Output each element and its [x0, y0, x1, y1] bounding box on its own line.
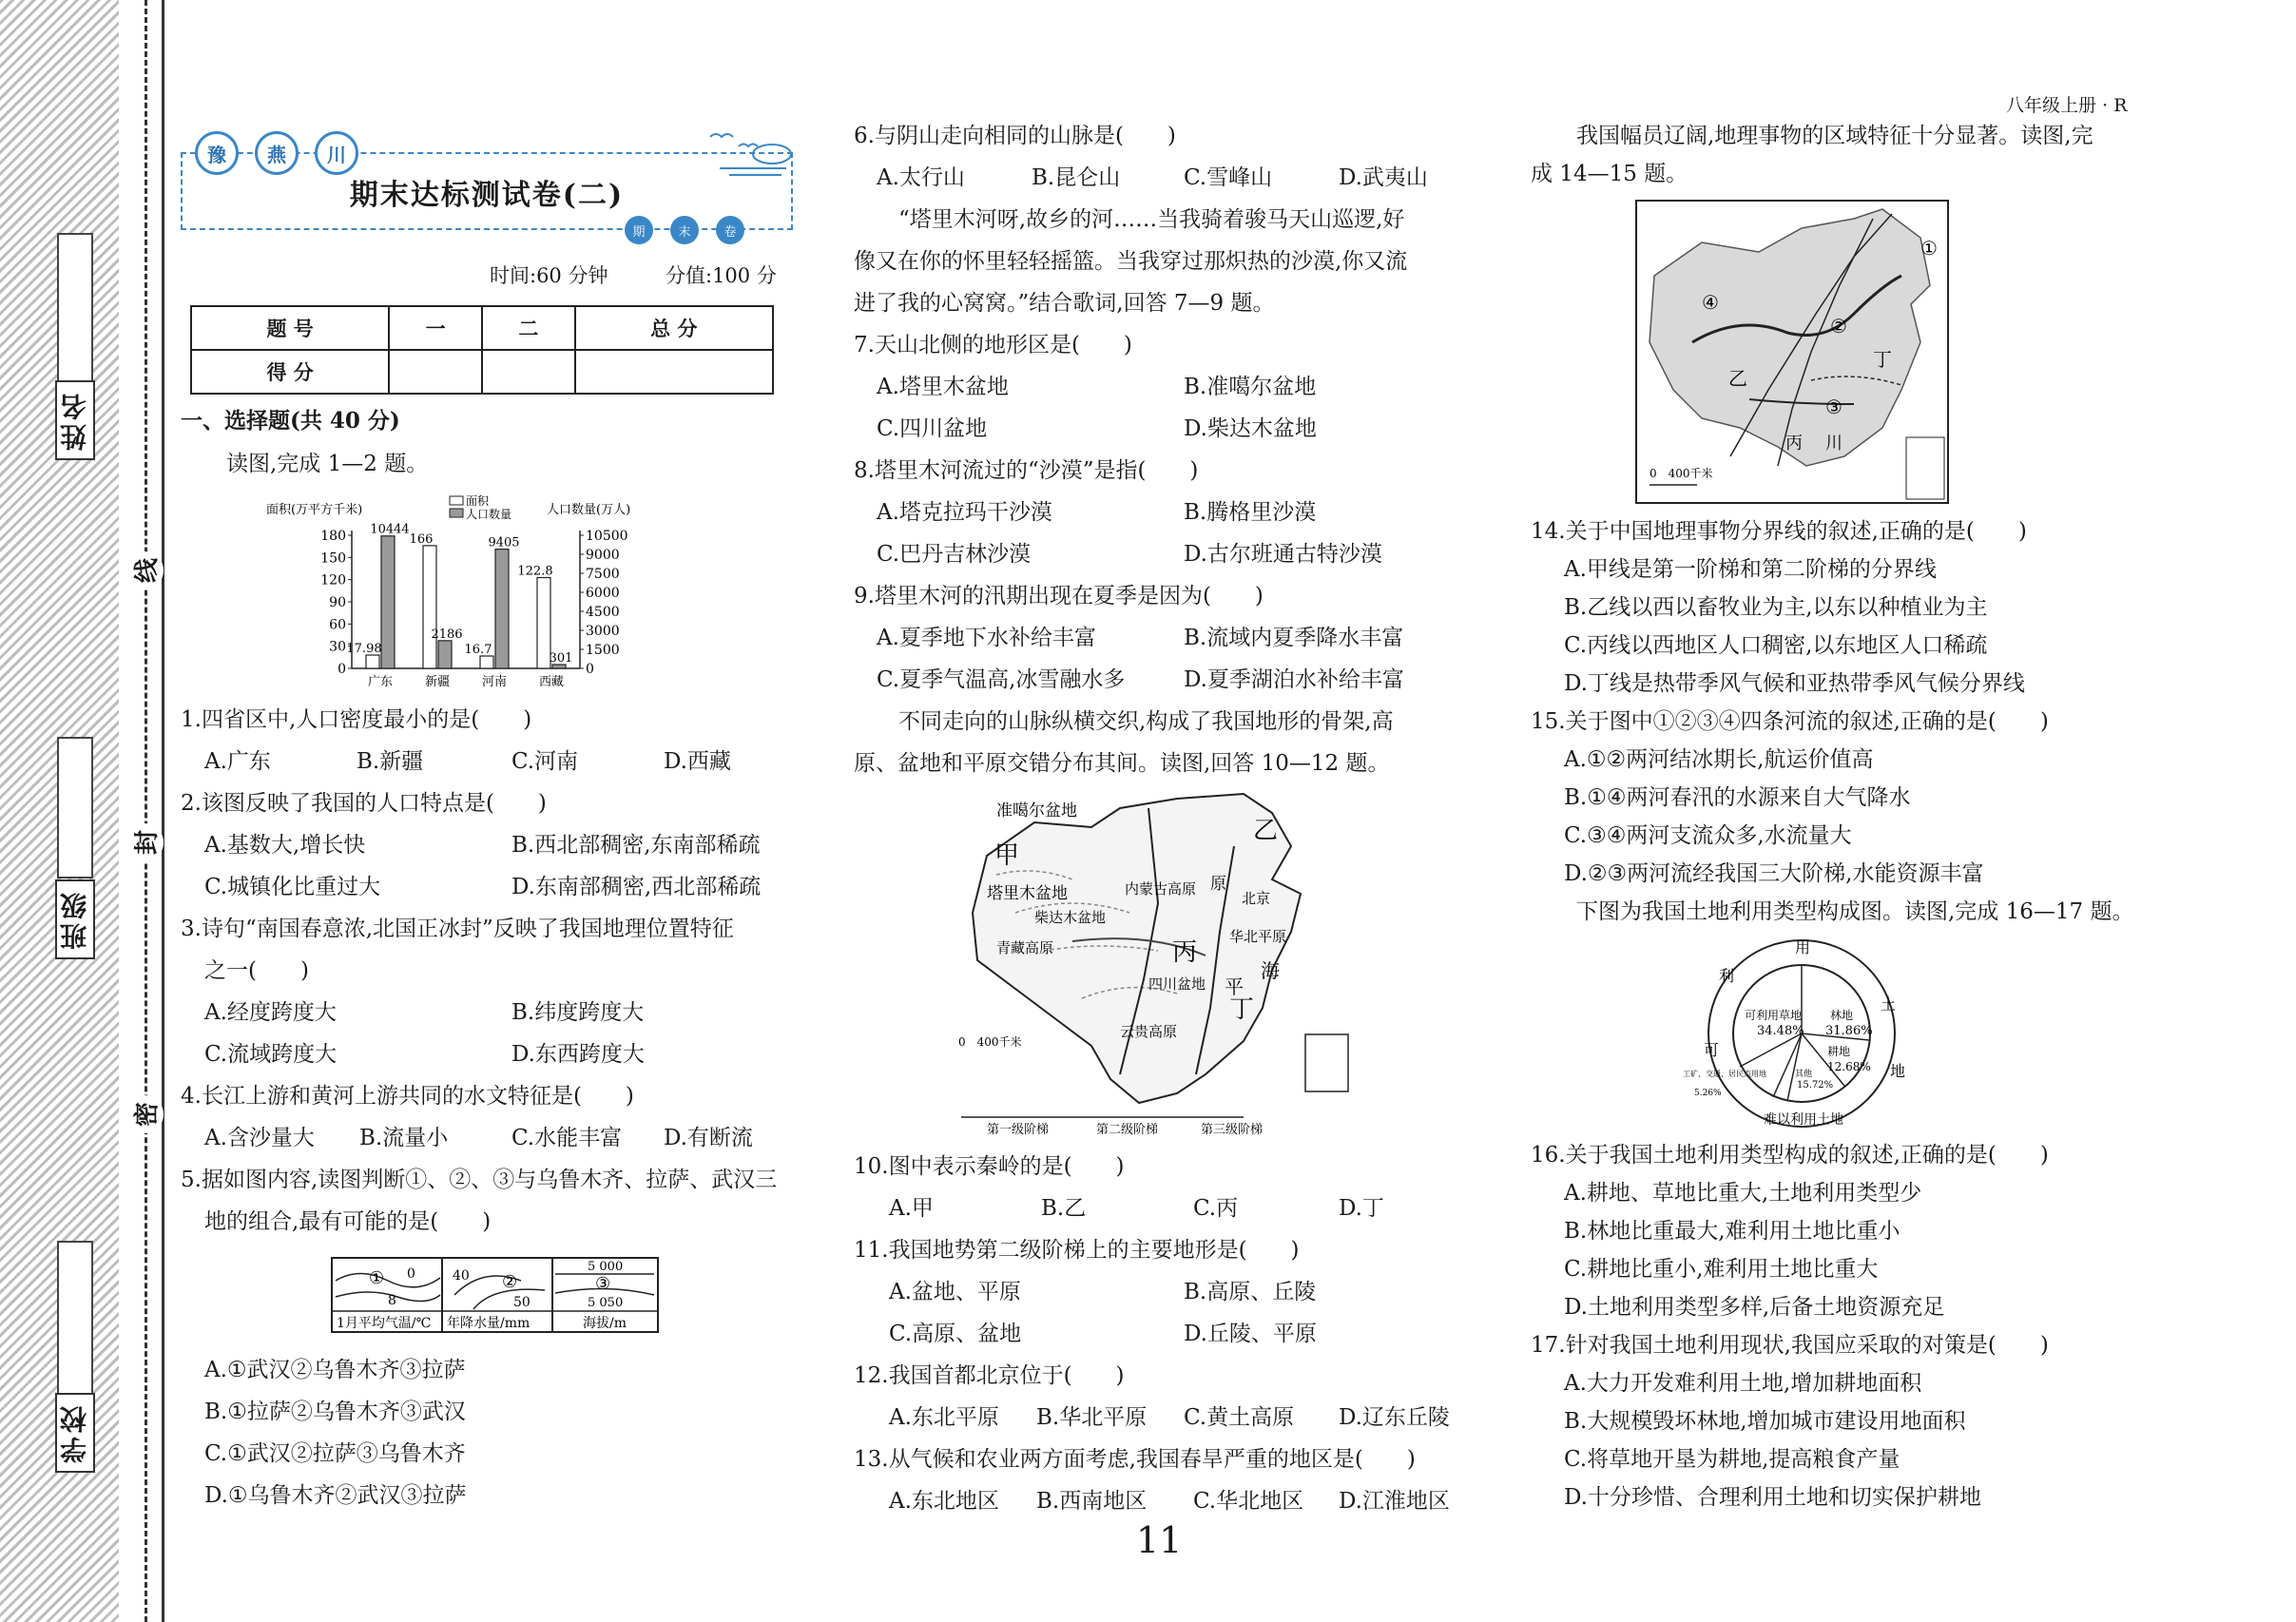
q6-option-b[interactable]: B.昆仑山	[1032, 165, 1121, 190]
q5-mark: ①	[369, 1268, 385, 1288]
section-1-title: 一、选择题(共 40 分)	[181, 408, 400, 434]
question-16: 16.关于我国土地利用类型构成的叙述,正确的是( )	[1531, 1143, 2049, 1168]
q4-option-c[interactable]: C.水能丰富	[511, 1126, 623, 1150]
page-number: 11	[1136, 1519, 1183, 1561]
terrain-map-svg	[958, 789, 1367, 1136]
passage-2-line-2: 原、盆地和平原交错分布其间。读图,回答 10—12 题。	[854, 751, 1390, 776]
q1-option-c[interactable]: C.河南	[511, 749, 579, 774]
right-tick-label: 4500	[586, 605, 620, 620]
binding-char-xian: 线	[125, 551, 164, 589]
score-cell[interactable]	[575, 350, 773, 394]
sub-badge-1: 期	[625, 216, 653, 244]
map2-label: ①	[1920, 237, 1938, 260]
q10-option-d[interactable]: D.丁	[1339, 1196, 1384, 1221]
map1-label: 四川盆地	[1148, 975, 1206, 993]
exam-time: 时间:60 分钟	[490, 264, 608, 287]
q2-option-d[interactable]: D.东南部稠密,西北部稀疏	[511, 875, 762, 899]
question-5: 5.据如图内容,读图判断①、②、③与乌鲁木齐、拉萨、武汉三	[181, 1168, 778, 1192]
question-6: 6.与阴山走向相同的山脉是( )	[854, 124, 1176, 148]
passage-2-line-1: 不同走向的山脉纵横交织,构成了我国地形的骨架,高	[898, 709, 1394, 734]
bar-area-value: 122.8	[517, 564, 553, 579]
question-12: 12.我国首都北京位于( )	[854, 1363, 1125, 1388]
bird-cloud-decoration	[701, 126, 796, 183]
q12-option-d[interactable]: D.辽东丘陵	[1339, 1405, 1450, 1430]
left-tick-label: 90	[329, 595, 346, 610]
map1-label: 海	[1261, 959, 1280, 982]
q4-option-d[interactable]: D.有断流	[664, 1126, 753, 1150]
q15-option-a[interactable]: A.①②两河结冰期长,航运价值高	[1564, 747, 1874, 772]
q13-option-d[interactable]: D.江淮地区	[1339, 1489, 1450, 1514]
q5-mark: ③	[595, 1274, 611, 1294]
china-boundary-map	[1635, 200, 1949, 504]
question-17: 17.针对我国土地利用现状,我国应采取的对策是( )	[1531, 1333, 2049, 1358]
question-13: 13.从气候和农业两方面考虑,我国春旱严重的地区是( )	[854, 1447, 1416, 1472]
legend-swatch-area	[450, 496, 463, 505]
q15-option-b[interactable]: B.①④两河春汛的水源来自大气降水	[1564, 785, 1911, 810]
question-14: 14.关于中国地理事物分界线的叙述,正确的是( )	[1531, 519, 2027, 544]
q13-option-b[interactable]: B.西南地区	[1036, 1489, 1148, 1514]
question-7: 7.天山北侧的地形区是( )	[854, 333, 1132, 357]
map1-label: 丁	[1229, 995, 1255, 1024]
q5-caption: 年降水量/mm	[447, 1316, 531, 1331]
class-label: 班级	[55, 879, 95, 959]
q12-option-a[interactable]: A.东北平原	[889, 1405, 999, 1430]
bar-area	[423, 546, 436, 668]
bar-area-value: 17.98	[346, 642, 382, 657]
school-label: 学校	[55, 1393, 95, 1473]
right-tick-label: 3000	[586, 624, 620, 639]
left-tick-label: 30	[329, 639, 346, 655]
q17-option-a[interactable]: A.大力开发难利用土地,增加耕地面积	[1564, 1371, 1922, 1396]
q7-option-b[interactable]: B.准噶尔盆地	[1184, 375, 1317, 399]
map1-label: 甲	[994, 841, 1020, 870]
q13-option-a[interactable]: A.东北地区	[889, 1489, 999, 1514]
binding-char-feng: 封	[125, 823, 164, 861]
bar-population-value: 10444	[370, 522, 410, 537]
q16-option-a[interactable]: A.耕地、草地比重大,土地利用类型少	[1564, 1181, 1922, 1206]
q17-option-b[interactable]: B.大规模毁坏林地,增加城市建设用地面积	[1564, 1409, 1966, 1434]
q5-figure	[331, 1257, 659, 1333]
q7-option-a[interactable]: A.塔里木盆地	[877, 375, 1009, 399]
china-boundary-map-svg	[1635, 200, 1949, 504]
q6-option-a[interactable]: A.太行山	[877, 165, 965, 190]
school-field[interactable]	[57, 1241, 93, 1397]
q5-mark: 0	[407, 1266, 415, 1282]
pie-slice-value: 31.86%	[1825, 1024, 1873, 1038]
map2-label: ③	[1825, 396, 1843, 418]
binding-char-mi: 密	[125, 1095, 164, 1133]
score-cell[interactable]	[482, 350, 575, 394]
score-header-cell: 一	[389, 306, 482, 350]
q6-option-d[interactable]: D.武夷山	[1339, 165, 1428, 190]
q2-option-b[interactable]: B.西北部稠密,东南部稀疏	[511, 833, 761, 858]
bar-population	[495, 550, 509, 668]
question-8: 8.塔里木河流过的“沙漠”是指( )	[854, 458, 1199, 483]
terrain-map	[958, 789, 1367, 1136]
pie-slice-name: 可利用草地	[1745, 1009, 1803, 1022]
map2-label: 丁	[1873, 348, 1892, 371]
category-label: 新疆	[424, 675, 451, 689]
q3-option-a[interactable]: A.经度跨度大	[204, 1000, 337, 1025]
map1-label: 乙	[1253, 817, 1279, 845]
map1-step: 第二级阶梯	[1096, 1123, 1159, 1136]
question-10: 10.图中表示秦岭的是( )	[854, 1154, 1125, 1179]
category-label: 河南	[481, 675, 508, 689]
legend-label-area: 面积	[466, 494, 490, 508]
pie-ring-label: 土	[1881, 995, 1897, 1014]
question-3: 3.诗句“南国春意浓,北国正冰封”反映了我国地理位置特征	[181, 917, 734, 941]
bar-population	[381, 536, 395, 668]
class-field[interactable]	[57, 737, 93, 879]
legend-label-population: 人口数量	[466, 508, 512, 521]
left-tick-label: 120	[320, 572, 346, 589]
q11-option-d[interactable]: D.丘陵、平原	[1184, 1322, 1317, 1346]
score-header-cell: 总 分	[575, 306, 773, 350]
q16-option-d[interactable]: D.土地利用类型多样,后备土地资源充足	[1564, 1295, 1945, 1320]
brand-badge-3: 川	[315, 131, 358, 175]
q9-option-d[interactable]: D.夏季湖泊水补给丰富	[1184, 667, 1404, 692]
legend-swatch-population	[450, 509, 463, 517]
q5-mark: 5 000	[588, 1260, 624, 1274]
map2-scale: 0 400千米	[1650, 467, 1713, 480]
q5-mark: ②	[502, 1272, 518, 1292]
right-tick-label: 10500	[586, 529, 628, 544]
q13-option-c[interactable]: C.华北地区	[1193, 1489, 1304, 1514]
q1-option-b[interactable]: B.新疆	[357, 749, 424, 774]
q10-option-a[interactable]: A.甲	[889, 1196, 934, 1221]
score-header-cell: 二	[482, 306, 575, 350]
map2-label: 乙	[1728, 367, 1747, 390]
question-15: 15.关于图中①②③④四条河流的叙述,正确的是( )	[1531, 709, 2049, 734]
q16-option-c[interactable]: C.耕地比重小,难利用土地比重大	[1564, 1257, 1879, 1282]
sub-badge-3: 卷	[716, 216, 744, 244]
map1-label: 原	[1210, 875, 1226, 894]
q5-caption: 海拔/m	[583, 1316, 627, 1331]
pie-slice-value: 34.48%	[1757, 1024, 1804, 1038]
map1-step: 第三级阶梯	[1201, 1123, 1264, 1136]
pie-slice-name: 林地	[1830, 1009, 1854, 1022]
category-label: 广东	[367, 675, 394, 689]
q2-option-a[interactable]: A.基数大,增长快	[204, 833, 366, 858]
q16-option-b[interactable]: B.林地比重最大,难利用土地比重小	[1564, 1219, 1900, 1244]
cut-line	[145, 0, 147, 1622]
q5-figure-svg	[331, 1257, 659, 1333]
right-tick-label: 6000	[586, 586, 620, 601]
pie-slice-name: 耕地	[1827, 1045, 1851, 1058]
question-1: 1.四省区中,人口密度最小的是( )	[181, 707, 532, 732]
q8-option-d[interactable]: D.古尔班通古特沙漠	[1184, 542, 1382, 567]
bar-population-value: 301	[549, 650, 573, 666]
map1-label: 平	[1225, 975, 1244, 998]
q9-option-a[interactable]: A.夏季地下水补给丰富	[877, 626, 1096, 650]
score-table	[190, 305, 774, 395]
exam-title: 期末达标测试卷(二)	[349, 179, 625, 212]
passage-3-line-2: 成 14—15 题。	[1531, 162, 1688, 186]
q5-option-b[interactable]: B.①拉萨②乌鲁木齐③武汉	[204, 1400, 466, 1424]
bar-area-value: 16.7	[464, 643, 492, 658]
bar-area	[480, 656, 493, 668]
pie-slice-value: 15.72%	[1797, 1080, 1834, 1091]
map1-label: 北京	[1242, 890, 1271, 907]
brand-badge-1: 豫	[195, 131, 239, 175]
score-header-cell: 题 号	[191, 306, 389, 350]
right-tick-label: 7500	[586, 567, 620, 582]
q5-caption: 1月平均气温/℃	[337, 1316, 432, 1331]
map1-label: 内蒙古高原	[1125, 880, 1197, 898]
binding-strip	[0, 0, 195, 1622]
question-11: 11.我国地势第二级阶梯上的主要地形是( )	[854, 1238, 1300, 1263]
left-tick-label: 180	[320, 529, 346, 544]
q5-mark: 8	[388, 1293, 396, 1308]
q3-option-d[interactable]: D.东西跨度大	[511, 1042, 645, 1067]
q14-option-b[interactable]: B.乙线以西以畜牧业为主,以东以种植业为主	[1564, 595, 1988, 620]
q5-mark: 50	[513, 1295, 531, 1310]
exam-score: 分值:100 分	[666, 264, 777, 287]
q12-option-c[interactable]: C.黄土高原	[1184, 1405, 1295, 1430]
q4-option-b[interactable]: B.流量小	[359, 1126, 449, 1150]
score-cell[interactable]	[389, 350, 482, 394]
q11-option-b[interactable]: B.高原、丘陵	[1184, 1280, 1317, 1304]
q1-option-a[interactable]: A.广东	[204, 749, 271, 774]
map1-label: 丙	[1172, 938, 1198, 967]
name-field[interactable]	[57, 233, 93, 384]
pie-bottom-label: 难以利用土地	[1764, 1112, 1843, 1128]
q11-option-c[interactable]: C.高原、盆地	[889, 1322, 1022, 1346]
map1-label: 准噶尔盆地	[996, 801, 1077, 821]
passage-1-line-3: 进了我的心窝窝。”结合歌词,回答 7—9 题。	[854, 291, 1275, 316]
q10-option-b[interactable]: B.乙	[1041, 1196, 1087, 1221]
left-tick-label: 0	[338, 662, 346, 677]
pie-slice-value: 5.26%	[1694, 1089, 1722, 1098]
y-axis-right-title: 人口数量(万人)	[547, 503, 631, 517]
section-1-intro: 读图,完成 1—2 题。	[226, 452, 429, 476]
y-axis-left-title: 面积(万平方千米)	[266, 503, 363, 517]
passage-1-line-1: “塔里木河呀,故乡的河……当我骑着骏马天山巡逻,好	[898, 207, 1405, 232]
q4-option-a[interactable]: A.含沙量大	[204, 1126, 315, 1150]
q5-option-d[interactable]: D.①乌鲁木齐②武汉③拉萨	[204, 1483, 467, 1508]
q5-mark: 40	[453, 1268, 470, 1284]
pie-ring-label: 利	[1719, 967, 1735, 985]
q8-option-b[interactable]: B.腾格里沙漠	[1184, 500, 1317, 525]
q5-mark: 5 050	[588, 1296, 624, 1310]
q15-option-d[interactable]: D.②③两河流经我国三大阶梯,水能资源丰富	[1564, 861, 1984, 886]
passage-3-line-1: 我国幅员辽阔,地理事物的区域特征十分显著。读图,完	[1576, 124, 2093, 148]
left-tick-label: 150	[320, 550, 346, 567]
q5-option-a[interactable]: A.①武汉②乌鲁木齐③拉萨	[204, 1358, 466, 1382]
bar-population	[438, 641, 452, 668]
right-tick-label: 0	[586, 662, 594, 677]
map2-label: ②	[1830, 315, 1847, 338]
q3-option-b[interactable]: B.纬度跨度大	[511, 1000, 645, 1025]
q17-option-d[interactable]: D.十分珍惜、合理利用土地和切实保护耕地	[1564, 1485, 1981, 1510]
map2-label: 丙	[1785, 434, 1803, 454]
sub-badge-2: 末	[670, 216, 699, 244]
q7-option-c[interactable]: C.四川盆地	[877, 416, 988, 441]
q9-option-c[interactable]: C.夏季气温高,冰雪融水多	[877, 667, 1126, 692]
right-tick-label: 1500	[586, 643, 620, 658]
area-population-chart	[266, 492, 666, 692]
map2-label: 川	[1825, 434, 1843, 454]
bar-area-value: 166	[409, 531, 434, 547]
left-tick-label: 60	[329, 617, 346, 633]
map1-label: 华北平原	[1229, 928, 1287, 945]
passage-1-line-2: 像又在你的怀里轻轻摇篮。当我穿过那炽热的沙漠,你又流	[854, 249, 1408, 274]
score-row-label: 得 分	[191, 350, 389, 394]
question-2: 2.该图反映了我国的人口特点是( )	[181, 791, 547, 816]
name-label: 姓名	[55, 380, 95, 460]
bar-population-value: 2186	[431, 627, 463, 642]
q14-option-d[interactable]: D.丁线是热带季风气候和亚热带季风气候分界线	[1564, 671, 2025, 696]
q5-option-c[interactable]: C.①武汉②拉萨③乌鲁木齐	[204, 1441, 466, 1466]
map1-scale: 0 400千米	[958, 1035, 1022, 1049]
pie-ring-label: 用	[1795, 938, 1811, 956]
question-5-cont: 地的组合,最有可能的是( )	[204, 1209, 492, 1234]
q2-option-c[interactable]: C.城镇化比重过大	[204, 875, 381, 899]
land-use-pie-svg	[1683, 934, 1920, 1133]
question-4: 4.长江上游和黄河上游共同的水文特征是( )	[181, 1084, 634, 1109]
q8-option-c[interactable]: C.巴丹吉林沙漠	[877, 542, 1032, 567]
pie-slice-name: 其他	[1795, 1070, 1813, 1079]
right-tick-label: 9000	[586, 548, 620, 563]
q6-option-c[interactable]: C.雪峰山	[1184, 165, 1273, 190]
pie-ring-label: 地	[1890, 1062, 1906, 1080]
question-3-cont: 之一( )	[204, 958, 309, 983]
question-9: 9.塔里木河的汛期出现在夏季是因为( )	[854, 584, 1264, 608]
bar-population-value: 9405	[488, 535, 520, 550]
map1-label: 云贵高原	[1120, 1023, 1178, 1040]
passage-4: 下图为我国土地利用类型构成图。读图,完成 16—17 题。	[1576, 899, 2134, 924]
map1-label: 塔里木盆地	[987, 884, 1068, 903]
brand-badge-2: 燕	[255, 131, 299, 175]
map2-label: ④	[1702, 291, 1719, 314]
map1-step: 第一级阶梯	[987, 1123, 1050, 1136]
category-label: 西藏	[538, 675, 565, 689]
q11-option-a[interactable]: A.盆地、平原	[889, 1280, 1021, 1304]
map1-label: 柴达木盆地	[1034, 909, 1107, 926]
q17-option-c[interactable]: C.将草地开垦为耕地,提高粮食产量	[1564, 1447, 1900, 1472]
bar-area	[366, 655, 379, 668]
q7-option-d[interactable]: D.柴达木盆地	[1184, 416, 1317, 441]
q14-option-a[interactable]: A.甲线是第一阶梯和第二阶梯的分界线	[1564, 557, 1937, 582]
q14-option-c[interactable]: C.丙线以西地区人口稠密,以东地区人口稀疏	[1564, 633, 1988, 658]
pie-slice-value: 12.68%	[1827, 1060, 1871, 1073]
pie-ring-label: 可	[1704, 1041, 1720, 1059]
q3-option-c[interactable]: C.流域跨度大	[204, 1042, 338, 1067]
q10-option-c[interactable]: C.丙	[1193, 1196, 1239, 1221]
land-use-pie	[1683, 934, 1920, 1133]
q8-option-a[interactable]: A.塔克拉玛干沙漠	[877, 500, 1052, 525]
q9-option-b[interactable]: B.流域内夏季降水丰富	[1184, 626, 1404, 650]
pie-slice-name: 工矿、交通、居民点用地	[1683, 1070, 1766, 1078]
q12-option-b[interactable]: B.华北平原	[1036, 1405, 1148, 1430]
q1-option-d[interactable]: D.西藏	[664, 749, 731, 774]
map1-label: 青藏高原	[996, 939, 1054, 956]
grade-label: 八年级上册 · R	[2006, 95, 2128, 116]
q15-option-c[interactable]: C.③④两河支流众多,水流量大	[1564, 823, 1852, 848]
margin-line	[162, 0, 164, 1622]
